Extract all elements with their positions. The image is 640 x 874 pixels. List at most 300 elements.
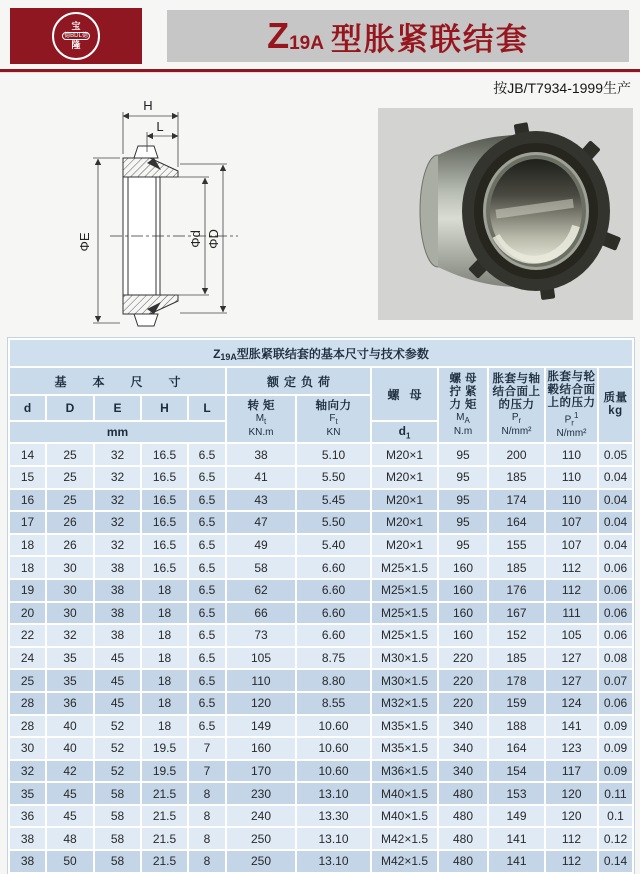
- col-group-nut-label: 螺母: [387, 387, 432, 402]
- table-cell: 8.75: [296, 647, 371, 670]
- table-cell: 16.5: [141, 556, 188, 579]
- tighten-line2: 拧紧: [449, 386, 481, 399]
- table-cell: 480: [438, 782, 488, 805]
- axial-symbol: $F_t$: [329, 413, 338, 427]
- table-cell: 105: [226, 647, 296, 670]
- table-cell: 0.05: [598, 443, 633, 466]
- table-cell: 0.06: [598, 624, 633, 647]
- table-cell: 18: [9, 556, 46, 579]
- table-cell: 250: [226, 827, 296, 850]
- table-cell: 10.60: [296, 737, 371, 760]
- table-cell: 127: [545, 647, 598, 670]
- dim-label-h: H: [143, 98, 153, 113]
- table-cell: 32: [9, 760, 46, 783]
- col-header-pressure-hub: [545, 367, 598, 443]
- table-cell: 220: [438, 647, 488, 670]
- table-row: [9, 737, 633, 760]
- table-cell: 0.11: [598, 782, 633, 805]
- table-cell: 32: [94, 511, 141, 534]
- table-cell: 16.5: [141, 466, 188, 489]
- table-cell: 160: [438, 624, 488, 647]
- table-cell: 18: [141, 624, 188, 647]
- standard-note: 按JB/T7934-1999生产: [493, 80, 631, 96]
- table-cell: 18: [141, 692, 188, 715]
- table-cell: 167: [488, 602, 545, 625]
- table-row: [9, 534, 633, 557]
- table-cell: 25: [9, 669, 46, 692]
- table-cell: 40: [46, 737, 94, 760]
- logo-char-top: 宝: [71, 21, 81, 31]
- pressure-hub-symbol: $P_r^1$: [564, 411, 579, 428]
- table-cell: 38: [94, 556, 141, 579]
- table-cell: 32: [94, 534, 141, 557]
- col-group-basic-dims-label: 基本尺寸: [54, 374, 207, 389]
- table-cell: 58: [94, 827, 141, 850]
- table-cell: 20: [9, 602, 46, 625]
- table-cell: 5.50: [296, 466, 371, 489]
- table-row: [9, 715, 633, 738]
- table-cell: 480: [438, 850, 488, 873]
- table-cell: 6.5: [188, 715, 226, 738]
- table-cell: 8: [188, 782, 226, 805]
- mass-label: 质量: [603, 392, 628, 405]
- table-cell: 480: [438, 827, 488, 850]
- table-cell: M35×1.5: [371, 715, 438, 738]
- table-cell: M20×1: [371, 534, 438, 557]
- table-cell: 32: [46, 624, 94, 647]
- table-cell: 22: [9, 624, 46, 647]
- table-cell: 6.5: [188, 692, 226, 715]
- table-cell: M35×1.5: [371, 737, 438, 760]
- table-cell: 185: [488, 556, 545, 579]
- table-cell: 26: [46, 511, 94, 534]
- table-cell: 32: [94, 443, 141, 466]
- tighten-line3: 力矩: [449, 399, 481, 412]
- table-cell: 95: [438, 443, 488, 466]
- col-header-L: L: [188, 395, 226, 421]
- table-cell: 21.5: [141, 782, 188, 805]
- dim-label-l: L: [156, 119, 164, 134]
- table-cell: 95: [438, 466, 488, 489]
- pressure-shaft-line2: 结合面上: [492, 386, 541, 399]
- table-cell: 45: [94, 669, 141, 692]
- table-cell: 127: [545, 669, 598, 692]
- table-cell: 14: [9, 443, 46, 466]
- table-cell: 250: [226, 850, 296, 873]
- table-cell: 220: [438, 692, 488, 715]
- table-cell: 340: [438, 760, 488, 783]
- table-cell: 7: [188, 760, 226, 783]
- table-cell: 50: [46, 850, 94, 873]
- table-cell: M42×1.5: [371, 827, 438, 850]
- col-group-basic-dims: [9, 367, 226, 395]
- col-header-mass: [598, 367, 633, 443]
- table-cell: 16: [9, 489, 46, 512]
- table-cell: 52: [94, 737, 141, 760]
- table-cell: 38: [9, 850, 46, 873]
- table-cell: 25: [46, 443, 94, 466]
- table-row: [9, 489, 633, 512]
- table-cell: 0.06: [598, 556, 633, 579]
- col-header-H: H: [141, 395, 188, 421]
- table-cell: 18: [141, 602, 188, 625]
- table-cell: 6.5: [188, 579, 226, 602]
- table-cell: 30: [46, 556, 94, 579]
- spec-table-body: [9, 443, 633, 872]
- table-cell: M40×1.5: [371, 805, 438, 828]
- table-cell: 230: [226, 782, 296, 805]
- table-cell: 35: [9, 782, 46, 805]
- table-cell: 6.5: [188, 624, 226, 647]
- table-cell: 16.5: [141, 511, 188, 534]
- table-cell: 38: [226, 443, 296, 466]
- table-cell: 185: [488, 466, 545, 489]
- table-cell: 28: [9, 715, 46, 738]
- table-cell: 6.5: [188, 443, 226, 466]
- table-cell: 117: [545, 760, 598, 783]
- table-cell: 13.30: [296, 805, 371, 828]
- table-row: [9, 511, 633, 534]
- table-cell: M30×1.5: [371, 669, 438, 692]
- table-row: [9, 466, 633, 489]
- table-cell: 141: [488, 850, 545, 873]
- table-cell: 18: [141, 669, 188, 692]
- table-row: [9, 624, 633, 647]
- table-cell: M30×1.5: [371, 647, 438, 670]
- table-cell: M40×1.5: [371, 782, 438, 805]
- table-cell: 160: [438, 602, 488, 625]
- table-cell: 0.09: [598, 760, 633, 783]
- table-cell: 30: [46, 602, 94, 625]
- table-cell: 8.55: [296, 692, 371, 715]
- table-cell: 5.45: [296, 489, 371, 512]
- torque-symbol: $M_t$: [255, 413, 267, 427]
- torque-label: 转矩: [247, 400, 279, 413]
- table-row: [9, 827, 633, 850]
- table-cell: 120: [226, 692, 296, 715]
- table-cell: 25: [46, 466, 94, 489]
- torque-unit: KN.m: [248, 427, 274, 439]
- table-cell: 95: [438, 489, 488, 512]
- table-cell: 6.5: [188, 669, 226, 692]
- table-cell: 0.1: [598, 805, 633, 828]
- table-cell: 480: [438, 805, 488, 828]
- col-header-D: D: [46, 395, 94, 421]
- table-cell: 6.60: [296, 556, 371, 579]
- table-cell: 176: [488, 579, 545, 602]
- table-cell: 28: [9, 692, 46, 715]
- table-cell: 160: [438, 579, 488, 602]
- table-cell: 123: [545, 737, 598, 760]
- technical-drawing: [10, 92, 320, 332]
- table-cell: 5.10: [296, 443, 371, 466]
- table-cell: 21.5: [141, 827, 188, 850]
- table-cell: 13.10: [296, 782, 371, 805]
- table-row: [9, 579, 633, 602]
- table-cell: 0.09: [598, 737, 633, 760]
- table-cell: 120: [545, 805, 598, 828]
- table-row: [9, 647, 633, 670]
- table-cell: 43: [226, 489, 296, 512]
- table-cell: M20×1: [371, 443, 438, 466]
- table-cell: 124: [545, 692, 598, 715]
- table-cell: 0.12: [598, 827, 633, 850]
- table-cell: 58: [94, 850, 141, 873]
- table-cell: 152: [488, 624, 545, 647]
- table-cell: 38: [94, 579, 141, 602]
- table-cell: 154: [488, 760, 545, 783]
- table-cell: 110: [545, 489, 598, 512]
- table-cell: 164: [488, 737, 545, 760]
- table-cell: 52: [94, 760, 141, 783]
- table-row: [9, 850, 633, 873]
- table-cell: 66: [226, 602, 296, 625]
- table-cell: 160: [438, 556, 488, 579]
- col-group-rated-load-label: 额定负荷: [266, 374, 335, 389]
- table-cell: M20×1: [371, 466, 438, 489]
- table-cell: 0.06: [598, 602, 633, 625]
- table-cell: 58: [94, 805, 141, 828]
- table-row: [9, 669, 633, 692]
- table-cell: 0.04: [598, 511, 633, 534]
- table-cell: M25×1.5: [371, 579, 438, 602]
- dim-label-d-big: ΦD: [206, 229, 221, 249]
- tighten-line1: 螺母: [449, 373, 481, 386]
- logo-char-bottom: 隆: [71, 40, 81, 50]
- table-cell: 164: [488, 511, 545, 534]
- table-row: [9, 443, 633, 466]
- table-row: [9, 602, 633, 625]
- table-cell: 95: [438, 534, 488, 557]
- table-cell: 111: [545, 602, 598, 625]
- table-cell: 107: [545, 511, 598, 534]
- table-cell: 36: [46, 692, 94, 715]
- table-cell: 112: [545, 556, 598, 579]
- table-cell: 188: [488, 715, 545, 738]
- table-cell: 45: [94, 647, 141, 670]
- col-group-nut: [371, 367, 438, 421]
- table-cell: 35: [46, 647, 94, 670]
- col-header-E: E: [94, 395, 141, 421]
- table-cell: 32: [94, 489, 141, 512]
- product-photo-image: [378, 108, 633, 320]
- table-cell: 5.40: [296, 534, 371, 557]
- tighten-symbol: $M_A$: [456, 412, 470, 426]
- table-cell: 16.5: [141, 534, 188, 557]
- table-cell: 21.5: [141, 805, 188, 828]
- table-cell: 149: [226, 715, 296, 738]
- table-cell: 19.5: [141, 737, 188, 760]
- table-cell: 0.04: [598, 466, 633, 489]
- pressure-hub-line1: 胀套与轮: [547, 371, 596, 384]
- table-cell: 141: [488, 827, 545, 850]
- col-header-torque: [226, 395, 296, 443]
- table-cell: 18: [141, 647, 188, 670]
- table-cell: 159: [488, 692, 545, 715]
- table-cell: 8: [188, 805, 226, 828]
- table-cell: 6.60: [296, 602, 371, 625]
- table-cell: 155: [488, 534, 545, 557]
- table-cell: 105: [545, 624, 598, 647]
- table-cell: 185: [488, 647, 545, 670]
- table-cell: 178: [488, 669, 545, 692]
- product-photo: [378, 108, 633, 320]
- table-cell: 30: [9, 737, 46, 760]
- table-cell: 58: [226, 556, 296, 579]
- table-cell: 174: [488, 489, 545, 512]
- table-cell: M32×1.5: [371, 692, 438, 715]
- table-cell: 62: [226, 579, 296, 602]
- table-cell: 120: [545, 782, 598, 805]
- table-cell: 24: [9, 647, 46, 670]
- pressure-shaft-unit: N/mm²: [501, 426, 532, 438]
- title-model-prefix: Z: [267, 15, 290, 56]
- title-model-subscript: 19A: [289, 33, 324, 54]
- table-cell: 0.07: [598, 669, 633, 692]
- table-cell: 45: [46, 805, 94, 828]
- table-cell: 6.5: [188, 511, 226, 534]
- table-cell: 110: [226, 669, 296, 692]
- table-cell: 26: [46, 534, 94, 557]
- table-cell: 30: [46, 579, 94, 602]
- table-cell: 6.5: [188, 602, 226, 625]
- table-cell: 110: [545, 443, 598, 466]
- table-cell: 7: [188, 737, 226, 760]
- spec-table: [8, 338, 634, 874]
- table-cell: 38: [94, 624, 141, 647]
- table-cell: 48: [46, 827, 94, 850]
- table-cell: 18: [9, 534, 46, 557]
- brand-logo-block: [10, 8, 142, 64]
- table-cell: 16.5: [141, 489, 188, 512]
- table-cell: 153: [488, 782, 545, 805]
- table-cell: 107: [545, 534, 598, 557]
- unit-mm: mm: [9, 421, 226, 443]
- table-cell: 73: [226, 624, 296, 647]
- top-tab: [134, 146, 158, 158]
- table-cell: 13.10: [296, 827, 371, 850]
- col-header-d1: $d_1$: [371, 421, 438, 443]
- table-cell: 19.5: [141, 760, 188, 783]
- table-cell: 0.09: [598, 715, 633, 738]
- table-cell: 0.14: [598, 850, 633, 873]
- table-cell: 0.04: [598, 534, 633, 557]
- table-cell: 41: [226, 466, 296, 489]
- table-cell: 13.10: [296, 850, 371, 873]
- bottom-tab: [134, 314, 158, 326]
- table-cell: 110: [545, 466, 598, 489]
- header-divider: [0, 69, 640, 73]
- table-cell: 220: [438, 669, 488, 692]
- table-cell: 340: [438, 737, 488, 760]
- table-cell: 240: [226, 805, 296, 828]
- table-cell: 95: [438, 511, 488, 534]
- table-cell: 18: [141, 715, 188, 738]
- table-cell: 17: [9, 511, 46, 534]
- table-cell: 5.50: [296, 511, 371, 534]
- dim-label-d-small: Φd: [188, 230, 203, 248]
- table-cell: 21.5: [141, 850, 188, 873]
- table-cell: 38: [94, 602, 141, 625]
- table-cell: 16.5: [141, 443, 188, 466]
- table-cell: 47: [226, 511, 296, 534]
- table-cell: 19: [9, 579, 46, 602]
- table-cell: 58: [94, 782, 141, 805]
- table-title-subscript: 19A: [220, 351, 237, 362]
- table-cell: 10.60: [296, 715, 371, 738]
- table-cell: 49: [226, 534, 296, 557]
- table-cell: 0.04: [598, 489, 633, 512]
- table-title: [9, 339, 633, 367]
- table-cell: 6.5: [188, 466, 226, 489]
- table-row: [9, 692, 633, 715]
- brand-logo-circle: [52, 12, 100, 60]
- table-cell: 340: [438, 715, 488, 738]
- table-cell: 0.06: [598, 579, 633, 602]
- table-title-prefix: Z: [213, 346, 221, 361]
- table-cell: 18: [141, 579, 188, 602]
- table-cell: 6.5: [188, 647, 226, 670]
- table-cell: 10.60: [296, 760, 371, 783]
- table-cell: 112: [545, 850, 598, 873]
- axial-unit: KN: [326, 427, 341, 439]
- table-cell: 42: [46, 760, 94, 783]
- title-text: 型胀紧联结套: [330, 21, 529, 57]
- col-group-rated-load: [226, 367, 371, 395]
- pressure-hub-line2: 毂结合面: [547, 384, 596, 397]
- mass-unit: kg: [608, 405, 623, 418]
- table-cell: M36×1.5: [371, 760, 438, 783]
- table-cell: M20×1: [371, 489, 438, 512]
- table-cell: 32: [94, 466, 141, 489]
- table-cell: 0.08: [598, 647, 633, 670]
- table-cell: 38: [9, 827, 46, 850]
- table-cell: 149: [488, 805, 545, 828]
- table-cell: 45: [94, 692, 141, 715]
- pressure-shaft-line1: 胀套与轴: [492, 373, 541, 386]
- dim-label-e: ΦE: [77, 232, 92, 252]
- table-cell: 8: [188, 850, 226, 873]
- table-cell: 0.06: [598, 692, 633, 715]
- table-cell: 6.5: [188, 489, 226, 512]
- table-cell: M42×1.5: [371, 850, 438, 873]
- table-cell: 112: [545, 827, 598, 850]
- table-row: [9, 782, 633, 805]
- table-cell: 6.60: [296, 624, 371, 647]
- pressure-hub-unit: N/mm²: [556, 428, 587, 440]
- table-cell: 45: [46, 782, 94, 805]
- col-header-axial-force: [296, 395, 371, 443]
- pressure-shaft-symbol: $P_r$: [511, 412, 522, 426]
- table-title-rest: 型胀紧联结套的基本尺寸与技术参数: [236, 346, 429, 361]
- table-cell: 141: [545, 715, 598, 738]
- table-cell: 200: [488, 443, 545, 466]
- pressure-shaft-line3: 的压力: [498, 399, 535, 412]
- table-row: [9, 805, 633, 828]
- table-cell: 170: [226, 760, 296, 783]
- table-cell: 35: [46, 669, 94, 692]
- table-cell: 6.5: [188, 556, 226, 579]
- col-header-d: d: [9, 395, 46, 421]
- table-cell: M25×1.5: [371, 624, 438, 647]
- pressure-hub-line3: 上的压力: [547, 397, 596, 410]
- table-cell: 6.60: [296, 579, 371, 602]
- table-cell: 15: [9, 466, 46, 489]
- table-row: [9, 556, 633, 579]
- col-header-tightening-torque: [438, 367, 488, 443]
- col-header-pressure-shaft: [488, 367, 545, 443]
- table-row: [9, 760, 633, 783]
